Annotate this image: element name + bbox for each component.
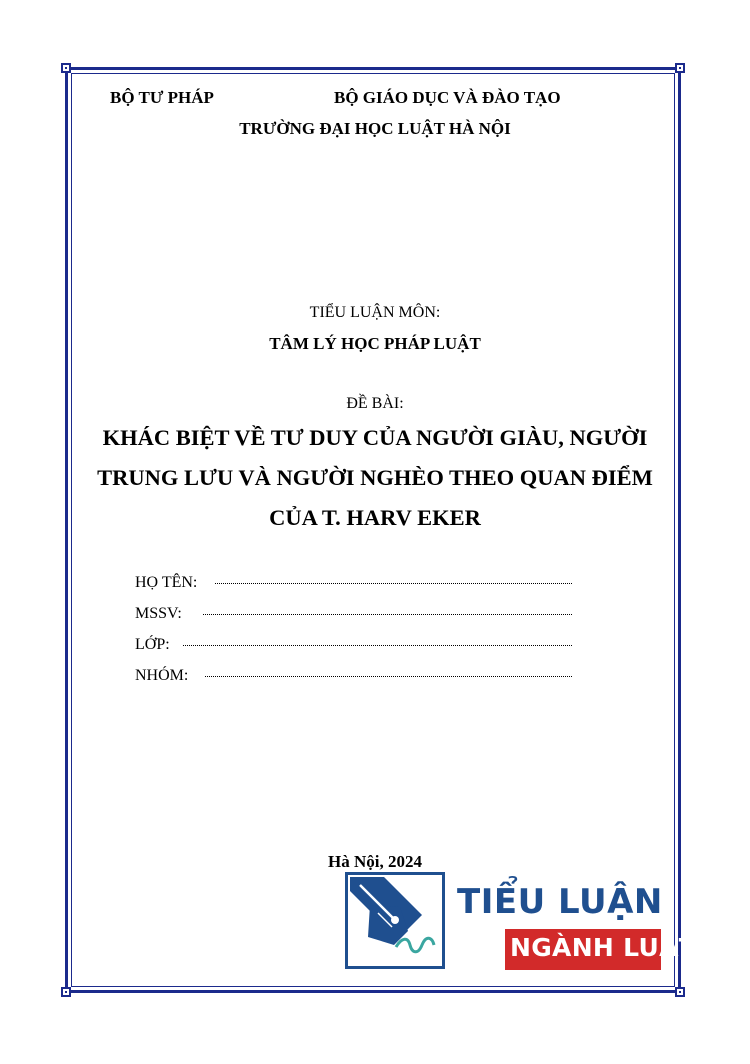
ministry-left: BỘ TƯ PHÁP xyxy=(110,88,214,107)
border-corner-ornament xyxy=(675,987,685,997)
field-label: NHÓM: xyxy=(135,667,189,684)
ministry-right: BỘ GIÁO DỤC VÀ ĐÀO TẠO xyxy=(334,88,561,107)
course-label: TIỂU LUẬN MÔN: xyxy=(309,304,441,321)
topic-title-line: TRUNG LƯU VÀ NGƯỜI NGHÈO THEO QUAN ĐIỂM xyxy=(97,465,653,490)
topic-title-line: CỦA T. HARV EKER xyxy=(269,505,481,530)
logo-text-top: TIỂU LUẬN xyxy=(457,882,663,922)
field-label: HỌ TÊN: xyxy=(135,574,198,591)
student-id-field[interactable] xyxy=(135,605,182,623)
course-name: TÂM LÝ HỌC PHÁP LUẬT xyxy=(269,334,481,353)
class-field[interactable] xyxy=(135,636,170,654)
place-date: Hà Nội, 2024 xyxy=(328,852,422,871)
university-name: TRƯỜNG ĐẠI HỌC LUẬT HÀ NỘI xyxy=(239,119,511,138)
border-corner-ornament xyxy=(675,63,685,73)
fill-line xyxy=(183,645,572,646)
fountain-pen-nib-icon xyxy=(348,875,442,966)
topic-title-line: KHÁC BIỆT VỀ TƯ DUY CỦA NGƯỜI GIÀU, NGƯỜI xyxy=(102,425,648,450)
topic-label: ĐỀ BÀI: xyxy=(346,395,404,412)
field-label: MSSV: xyxy=(135,605,182,622)
logo-text-bottom: NGÀNH LUẬT xyxy=(510,933,697,962)
group-field[interactable] xyxy=(135,667,188,685)
student-name-field[interactable] xyxy=(135,574,197,592)
fill-line xyxy=(203,614,572,615)
fill-line xyxy=(215,583,572,584)
border-corner-ornament xyxy=(61,987,71,997)
field-label: LỚP: xyxy=(135,636,170,653)
fill-line xyxy=(205,676,572,677)
logo-emblem xyxy=(345,872,445,969)
border-corner-ornament xyxy=(61,63,71,73)
